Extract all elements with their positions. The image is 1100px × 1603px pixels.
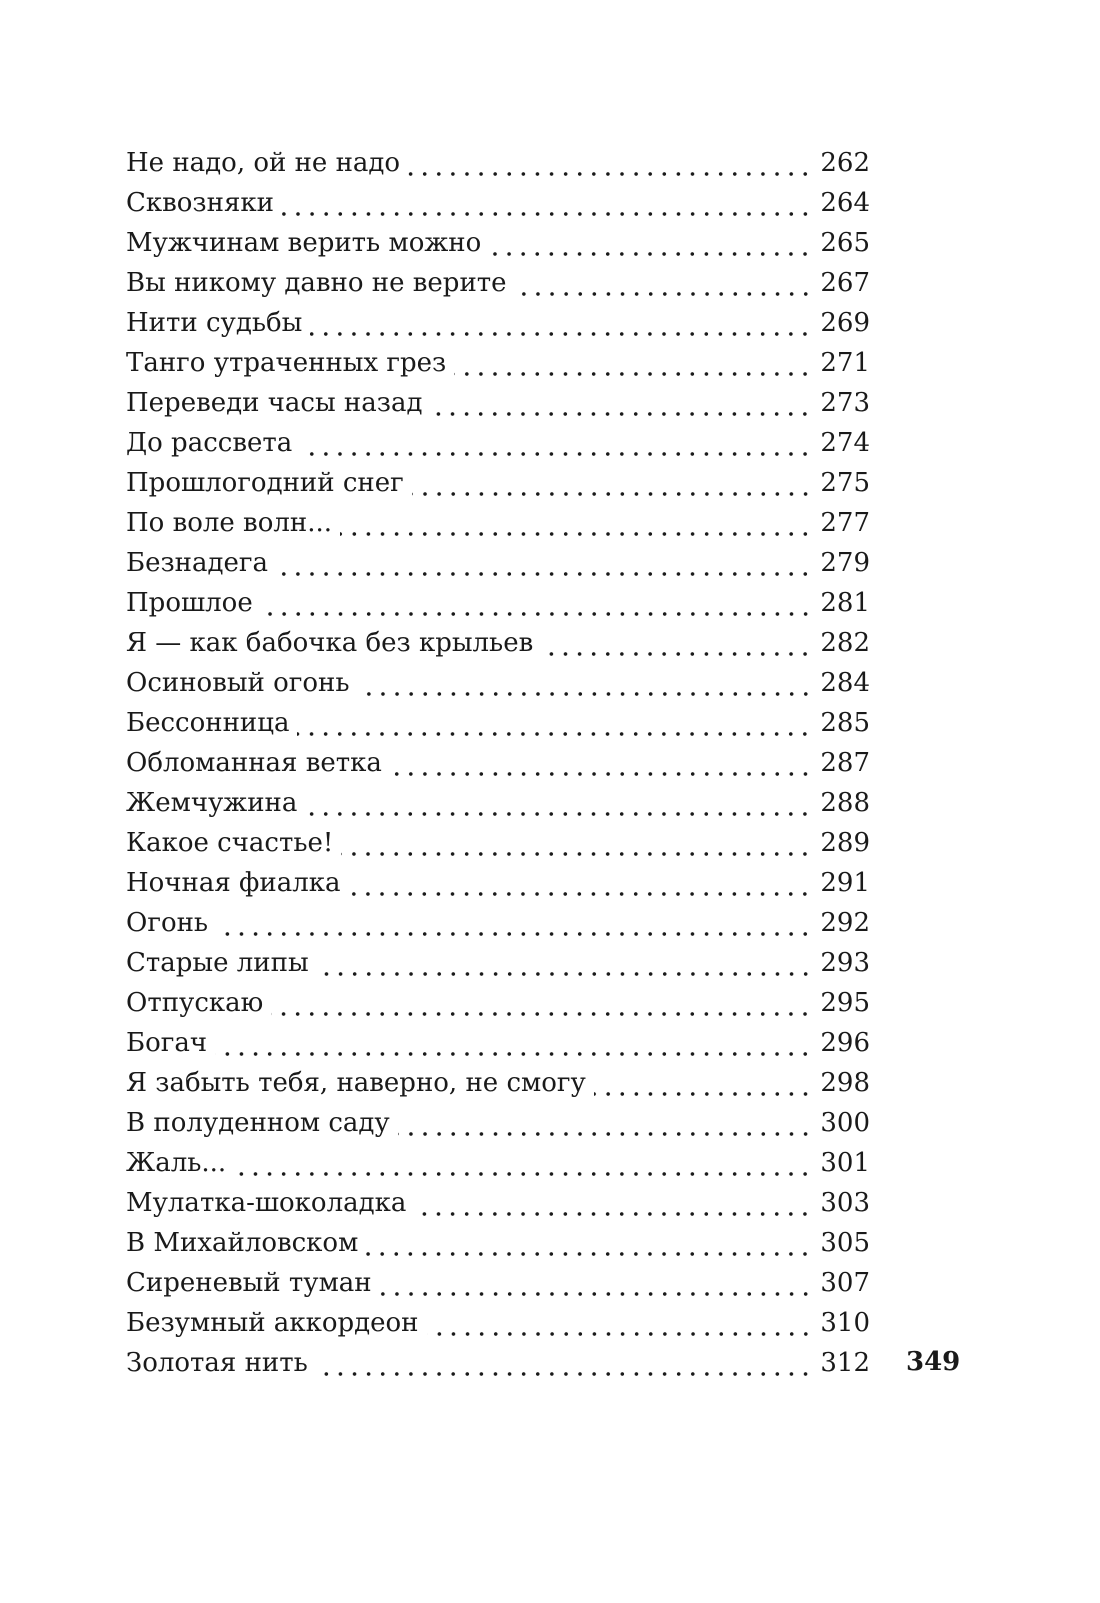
dot-leader [276,543,812,583]
dot-leader [427,1303,813,1343]
toc-entry-title: Переведи часы назад [126,388,423,418]
toc-entry-title: Какое счастье! [126,828,334,858]
toc-entry [126,983,870,1023]
toc-entry [126,1343,870,1383]
table-of-contents [126,143,870,1383]
toc-entry [126,943,870,983]
toc-entry-page: 288 [820,788,870,818]
toc-entry [126,783,870,823]
toc-entry [126,1103,870,1143]
page-number: 349 [906,1347,961,1377]
toc-entry-title: Ночная фиалка [126,868,341,898]
dot-leader [408,143,812,183]
toc-entry-page: 300 [820,1108,870,1138]
toc-entry-page: 292 [820,908,870,938]
toc-entry-title: Мужчинам верить можно [126,228,482,258]
toc-entry-page: 312 [820,1348,870,1378]
toc-entry-title: Бессонница [126,708,290,738]
toc-entry-page: 267 [820,268,870,298]
toc-entry [126,1183,870,1223]
dot-leader [317,943,813,983]
dot-leader [310,303,812,343]
dot-leader [380,1263,813,1303]
dot-leader [234,1143,812,1183]
toc-entry-page: 284 [820,668,870,698]
toc-entry-page: 281 [820,588,870,618]
toc-entry [126,1023,870,1063]
dot-leader [316,1343,813,1383]
dot-leader [300,423,812,463]
toc-entry-page: 298 [820,1068,870,1098]
dot-leader [489,223,812,263]
toc-entry-title: Я — как бабочка без крыльев [126,628,534,658]
toc-entry-title: Безнадега [126,548,269,578]
toc-entry-title: Золотая нить [126,1348,308,1378]
toc-entry-page: 275 [820,468,870,498]
dot-leader [271,983,812,1023]
dot-leader [348,863,812,903]
toc-entry [126,463,870,503]
dot-leader [297,703,812,743]
toc-entry-page: 269 [820,308,870,338]
dot-leader [216,903,812,943]
toc-entry-title: Прошлогодний снег [126,468,404,498]
dot-leader [515,263,813,303]
toc-entry-page: 262 [820,148,870,178]
dot-leader [261,583,813,623]
toc-entry-title: По воле волн... [126,508,332,538]
toc-entry [126,383,870,423]
toc-entry-title: Жаль... [126,1148,227,1178]
toc-entry-page: 264 [820,188,870,218]
toc-entry-page: 303 [820,1188,870,1218]
dot-leader [398,1103,813,1143]
toc-entry [126,543,870,583]
toc-entry-page: 289 [820,828,870,858]
toc-entry [126,423,870,463]
toc-entry [126,183,870,223]
dot-leader [412,463,813,503]
toc-entry [126,223,870,263]
toc-entry-title: Вы никому давно не верите [126,268,507,298]
toc-entry-title: Я забыть тебя, наверно, не смогу [126,1068,586,1098]
toc-entry-title: Прошлое [126,588,253,618]
toc-entry [126,1063,870,1103]
toc-entry-title: Огонь [126,908,209,938]
toc-entry-title: В полуденном саду [126,1108,390,1138]
toc-entry-title: Танго утраченных грез [126,348,447,378]
toc-entry [126,703,870,743]
dot-leader [454,343,812,383]
toc-entry [126,1303,870,1343]
toc-entry-page: 305 [820,1228,870,1258]
toc-entry [126,343,870,383]
dot-leader [541,623,812,663]
toc-entry-page: 301 [820,1148,870,1178]
dot-leader [390,743,813,783]
toc-entry [126,743,870,783]
toc-entry [126,583,870,623]
toc-entry-title: Отпускаю [126,988,264,1018]
toc-entry-title: Осиновый огонь [126,668,350,698]
dot-leader [414,1183,812,1223]
toc-entry-page: 296 [820,1028,870,1058]
toc-entry [126,1223,870,1263]
toc-entry-page: 285 [820,708,870,738]
dot-leader [215,1023,812,1063]
toc-entry-page: 295 [820,988,870,1018]
dot-leader [340,503,812,543]
dot-leader [282,183,812,223]
toc-entry-page: 293 [820,948,870,978]
toc-entry [126,143,870,183]
dot-leader [358,663,813,703]
toc-entry [126,1143,870,1183]
toc-entry-title: Сиреневый туман [126,1268,372,1298]
toc-entry-title: В Михайловском [126,1228,359,1258]
toc-entry-title: Безумный аккордеон [126,1308,419,1338]
toc-entry-title: Сквозняки [126,188,274,218]
toc-entry [126,863,870,903]
toc-entry-page: 277 [820,508,870,538]
dot-leader [366,1223,812,1263]
toc-entry [126,823,870,863]
toc-entry-page: 287 [820,748,870,778]
toc-entry-page: 279 [820,548,870,578]
toc-entry-page: 274 [820,428,870,458]
toc-entry-page: 310 [820,1308,870,1338]
dot-leader [430,383,812,423]
toc-entry-title: Не надо, ой не надо [126,148,401,178]
dot-leader [594,1063,813,1103]
toc-entry-page: 271 [820,348,870,378]
toc-entry-title: Старые липы [126,948,309,978]
toc-entry [126,903,870,943]
toc-entry [126,663,870,703]
toc-entry-title: Обломанная ветка [126,748,382,778]
toc-entry-title: Жемчужина [126,788,298,818]
toc-entry-title: До рассвета [126,428,293,458]
toc-entry-title: Мулатка-шоколадка [126,1188,407,1218]
toc-entry-page: 291 [820,868,870,898]
toc-entry-title: Богач [126,1028,208,1058]
dot-leader [341,823,812,863]
toc-entry [126,623,870,663]
toc-entry-page: 265 [820,228,870,258]
toc-entry [126,503,870,543]
toc-entry [126,1263,870,1303]
dot-leader [305,783,812,823]
toc-entry [126,303,870,343]
toc-entry [126,263,870,303]
toc-entry-page: 307 [820,1268,870,1298]
toc-entry-title: Нити судьбы [126,308,303,338]
toc-entry-page: 273 [820,388,870,418]
toc-entry-page: 282 [820,628,870,658]
